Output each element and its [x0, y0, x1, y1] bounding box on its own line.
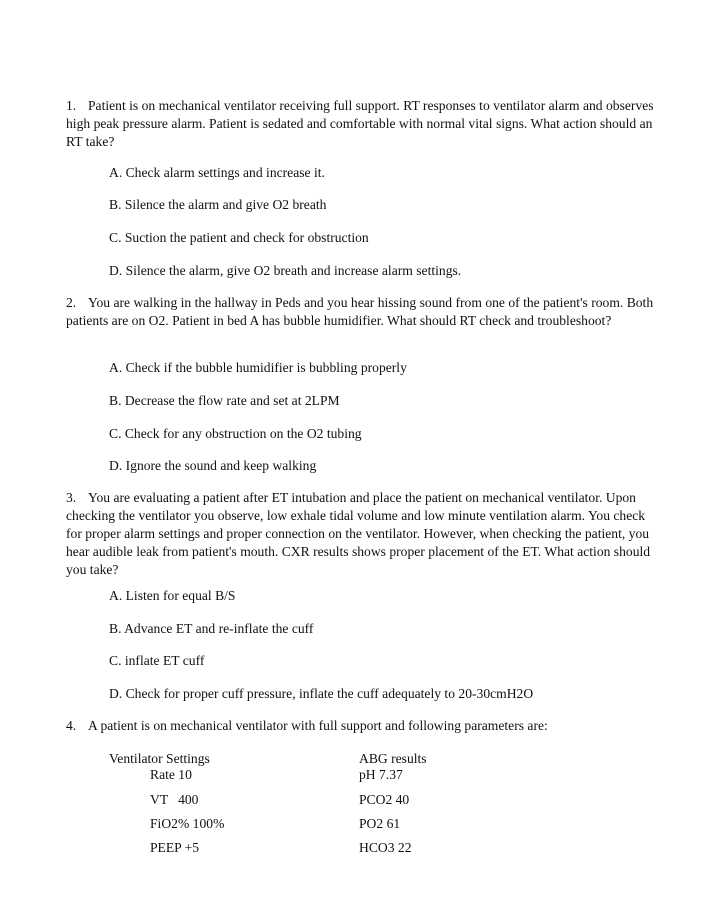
question-number: 4.: [66, 718, 77, 733]
question-text: You are walking in the hallway in Peds and you hear hissing sound from one of the patient's room. Both patients are on O2. Patient in bed A has bubble humidifier. What should RT check and troubleshoot?: [66, 295, 654, 328]
question-2-option-a: A. Check if the bubble humidifier is bubbling properly: [109, 360, 407, 375]
setting-rate: Rate 10: [150, 767, 192, 782]
question-number: 2.: [66, 295, 77, 310]
setting-fio2: FiO2% 100%: [150, 816, 225, 831]
question-3-option-d: D. Check for proper cuff pressure, inflate the cuff adequately to 20-30cmH2O: [109, 686, 534, 701]
question-2-option-d: D. Ignore the sound and keep walking: [109, 458, 317, 473]
question-1-option-c: C. Suction the patient and check for obstruction: [109, 230, 369, 245]
question-1-option-d: D. Silence the alarm, give O2 breath and increase alarm settings.: [109, 263, 462, 278]
question-number: 1.: [66, 98, 77, 113]
abg-header: ABG results: [359, 751, 427, 766]
question-3: [66, 489, 656, 579]
abg-hco3: HCO3 22: [359, 840, 412, 855]
question-1-option-b: B. Silence the alarm and give O2 breath: [109, 197, 327, 212]
abg-po2: PO2 61: [359, 816, 401, 831]
question-3-option-b: B. Advance ET and re-inflate the cuff: [109, 621, 314, 636]
question-1: [66, 97, 656, 151]
question-text: A patient is on mechanical ventilator with full support and following parameters are:: [88, 718, 548, 733]
question-text: Patient is on mechanical ventilator receiving full support. RT responses to ventilator alarm and observes high peak pressure alarm. Patient is sedated and comfortable with normal vital signs. What action should an RT take?: [66, 98, 654, 149]
question-2: [66, 294, 656, 330]
abg-pco2: PCO2 40: [359, 792, 410, 807]
question-text: You are evaluating a patient after ET intubation and place the patient on mechanical ventilator. Upon checking the ventilator you observe, low exhale tidal volume and low minute ventilation alarm. You check for proper alarm settings and proper connection on the ventilator. However, when checking the patient, you hear audible leak from patient's mouth. CXR results shows proper placement of the ET. What action should you take?: [66, 490, 651, 577]
question-1-option-a: A. Check alarm settings and increase it.: [109, 165, 325, 180]
question-number: 3.: [66, 490, 77, 505]
setting-peep: PEEP +5: [150, 840, 200, 855]
question-3-option-c: C. inflate ET cuff: [109, 653, 205, 668]
question-2-option-c: C. Check for any obstruction on the O2 tubing: [109, 426, 362, 441]
question-2-option-b: B. Decrease the flow rate and set at 2LPM: [109, 393, 340, 408]
question-4: [66, 717, 656, 735]
setting-vt: VT 400: [150, 792, 199, 807]
abg-ph: pH 7.37: [359, 767, 403, 782]
settings-header: Ventilator Settings: [109, 751, 210, 766]
question-3-option-a: A. Listen for equal B/S: [109, 588, 236, 603]
